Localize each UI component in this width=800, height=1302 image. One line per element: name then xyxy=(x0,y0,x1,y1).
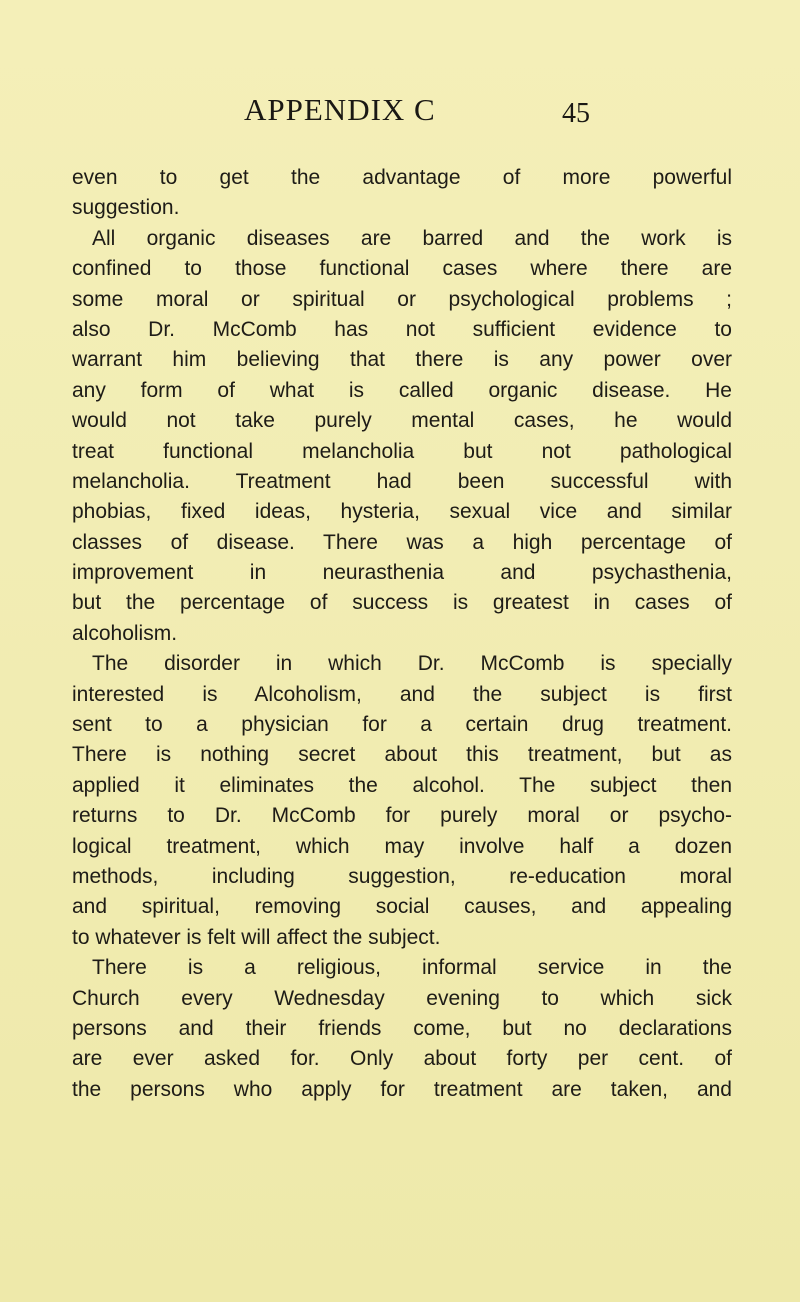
text-line: logical treatment, which may involve half a dozen xyxy=(72,834,732,858)
text-line: any form of what is called organic disease. He xyxy=(72,378,732,402)
text-line: alcoholism. xyxy=(72,621,178,645)
text-line: sent to a physician for a certain drug treatment. xyxy=(72,713,732,737)
text-line: would not take purely mental cases, he would xyxy=(72,409,732,433)
text-line: improvement in neurasthenia and psychasthenia, xyxy=(72,561,732,585)
text-line: melancholia. Treatment had been successful with xyxy=(72,469,732,493)
text-line: are ever asked for. Only about forty per cent. of xyxy=(72,1047,732,1071)
text-line: There is nothing secret about this treatment, but as xyxy=(72,743,732,767)
text-line: methods, including suggestion, re-education moral xyxy=(72,864,732,888)
text-line: There is a religious, informal service in the xyxy=(92,956,732,980)
text-line: confined to those functional cases where there are xyxy=(72,257,732,281)
text-line: treat functional melancholia but not pathological xyxy=(72,439,732,463)
text-line: but the percentage of success is greatest in cases of xyxy=(72,591,732,615)
text-line: All organic diseases are barred and the work is xyxy=(92,226,732,250)
text-line: returns to Dr. McComb for purely moral or psycho- xyxy=(72,804,732,828)
text-line: some moral or spiritual or psychological problems ; xyxy=(72,287,732,311)
text-line: applied it eliminates the alcohol. The subject then xyxy=(72,773,732,797)
text-line: Church every Wednesday evening to which sick xyxy=(72,986,732,1010)
body-text xyxy=(72,163,732,1105)
text-line: interested is Alcoholism, and the subject is first xyxy=(72,682,732,706)
text-line: and spiritual, removing social causes, and appealing xyxy=(72,895,732,919)
running-title: APPENDIX C xyxy=(244,92,436,127)
page-number: 45 xyxy=(562,98,590,129)
text-line: The disorder in which Dr. McComb is specially xyxy=(92,652,732,676)
text-line: the persons who apply for treatment are taken, and xyxy=(72,1077,732,1101)
text-line: to whatever is felt will affect the subject. xyxy=(72,925,441,949)
text-line: persons and their friends come, but no declarations xyxy=(72,1016,732,1040)
running-head xyxy=(0,92,800,140)
text-line: warrant him believing that there is any power over xyxy=(72,348,732,372)
text-line: even to get the advantage of more powerful xyxy=(72,166,732,189)
text-line: also Dr. McComb has not sufficient evidence to xyxy=(72,317,732,341)
text-line: phobias, fixed ideas, hysteria, sexual vice and similar xyxy=(72,500,732,524)
text-line: classes of disease. There was a high percentage of xyxy=(72,530,732,554)
text-line: suggestion. xyxy=(72,196,180,220)
